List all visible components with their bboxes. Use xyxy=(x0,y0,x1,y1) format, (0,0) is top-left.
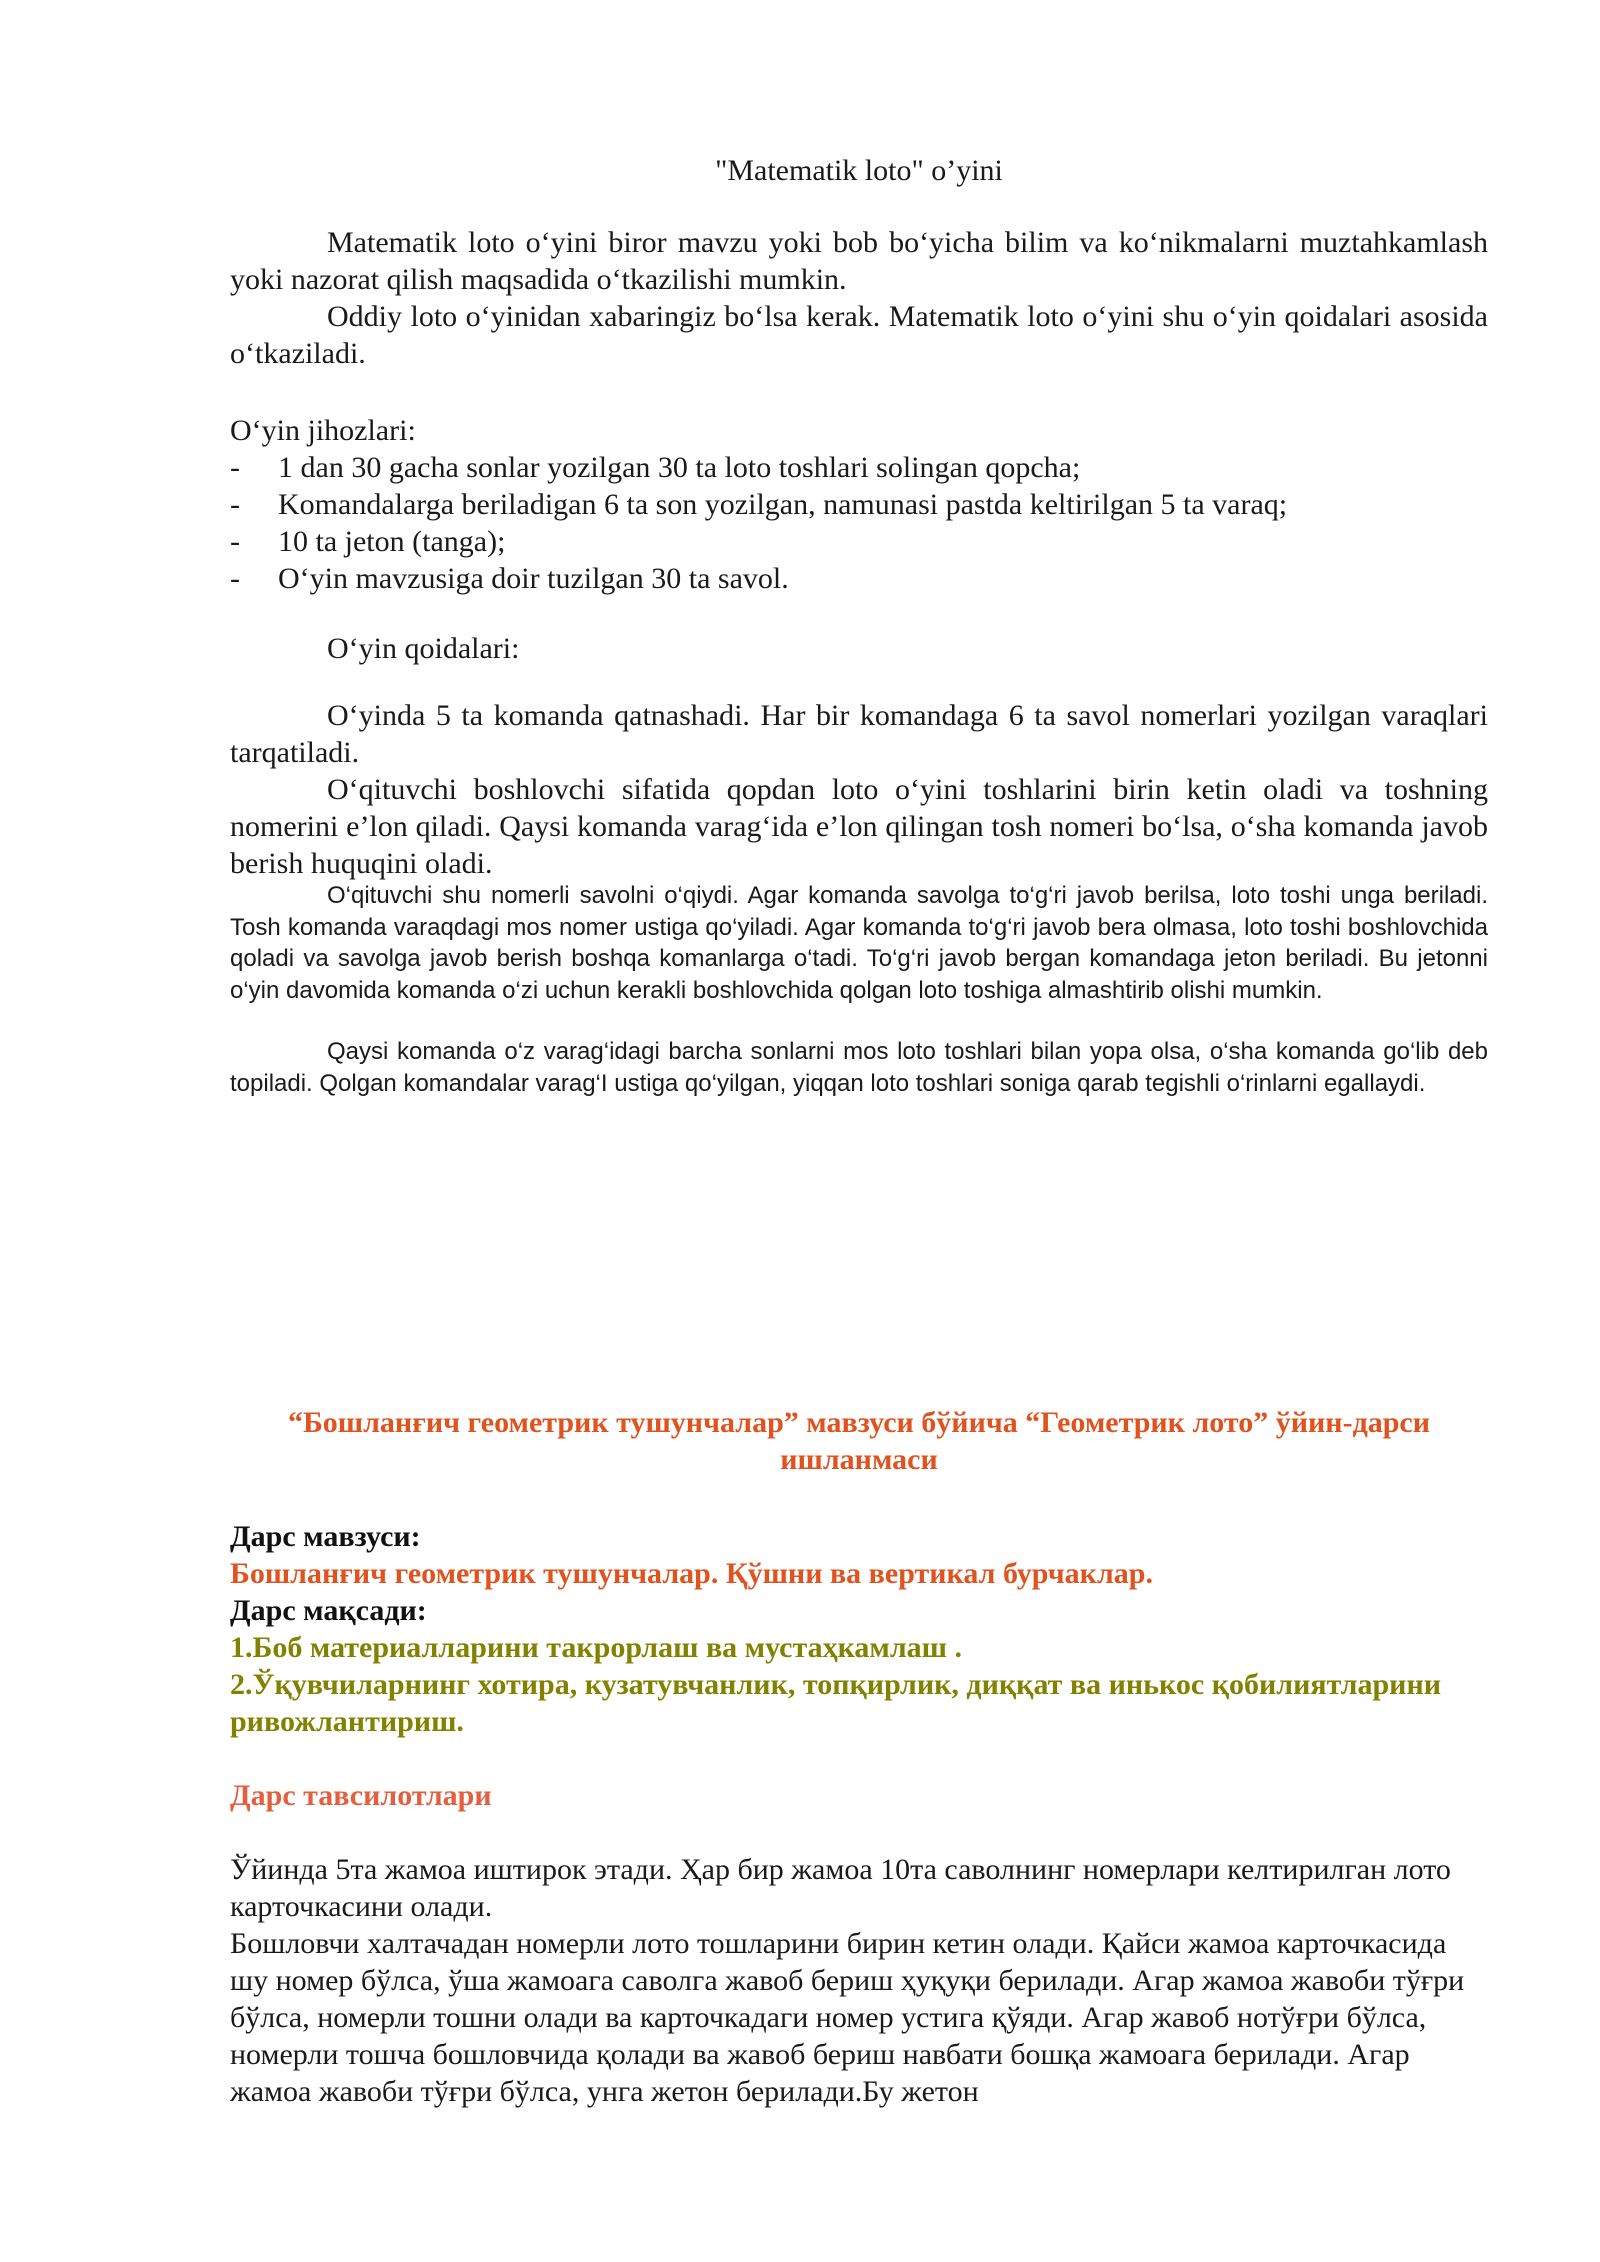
rule-paragraph: O‘yinda 5 ta komanda qatnashadi. Har bir komandaga 6 ta savol nomerlari yozilgan varaqlari tarqatiladi. xyxy=(230,699,1488,769)
lesson-topic: Бошланғич геометрик тушунчалар. Қўшни ва вертикал бурчаклар. xyxy=(230,1557,1153,1590)
list-dash: - xyxy=(230,451,240,484)
equipment-item xyxy=(230,486,1488,523)
lesson-goal: 1.Боб материалларини такрорлаш ва мустаҳкамлаш . xyxy=(230,1631,962,1664)
rules-heading: O‘yin qoidalari: xyxy=(327,632,520,665)
list-dash: - xyxy=(230,525,240,558)
rule-paragraph: Qaysi komanda o‘z varag‘idagi barcha sonlarni mos loto toshlari bilan yopa olsa, o‘sha komanda go‘lib deb topiladi. Qolgan komandalar varag‘I ustiga qo‘yilgan, yiqqan loto toshlari soniga qarab tegishli o‘rinlarni egallaydi. xyxy=(230,1038,1488,1097)
equipment-item-text: Komandalarga beriladigan 6 ta son yozilgan, namunasi pastda keltirilgan 5 ta varaq; xyxy=(278,488,1288,521)
equipment-item-text: 10 ta jeton (tanga); xyxy=(278,525,506,558)
lesson-topic-label: Дарс мавзуси: xyxy=(230,1520,421,1553)
equipment-list xyxy=(230,449,1488,597)
equipment-item xyxy=(230,449,1488,486)
lesson-body-paragraph: Бошловчи халтачадан номерли лото тошларини бирин кетин олади. Қайси жамоа карточкасида шу номер бўлса, ўша жамоага саволга жавоб бериш ҳуқуқи берилади. Агар жамоа жавоби тўғри бўлса, номерли тошни олади ва карточкадаги номер устига қўяди. Агар жавоб нотўғри бўлса, номерли тошча бошловчида қолади ва жавоб бериш навбати бошқа жамоага берилади. Агар жамоа жавоби тўғри бўлса, унга жетон берилади.Бу жетон xyxy=(230,1927,1465,2108)
lesson-goal-label: Дарс мақсади: xyxy=(230,1594,427,1627)
intro-paragraph: Oddiy loto o‘yinidan xabaringiz bo‘lsa kerak. Matematik loto o‘yini shu o‘yin qoidalari asosida o‘tkaziladi. xyxy=(230,300,1488,370)
lesson-tools-label: Дарс тавсилотлари xyxy=(230,1779,492,1812)
equipment-item-text: O‘yin mavzusiga doir tuzilgan 30 ta savol. xyxy=(278,562,789,595)
equipment-item-text: 1 dan 30 gacha sonlar yozilgan 30 ta loto toshlari solingan qopcha; xyxy=(278,451,1081,484)
equipment-item xyxy=(230,560,1488,597)
equipment-heading: O‘yin jihozlari: xyxy=(230,414,416,447)
equipment-item xyxy=(230,523,1488,560)
intro-paragraph: Matematik loto o‘yini biror mavzu yoki bob bo‘yicha bilim va ko‘nikmalarni muztahkamlash yoki nazorat qilish maqsadida o‘tkazilishi mumkin. xyxy=(230,226,1488,296)
rule-paragraph: O‘qituvchi boshlovchi sifatida qopdan loto o‘yini toshlarini birin ketin oladi va toshning nomerini e’lon qiladi. Qaysi komanda varag‘ida e’lon qilingan tosh nomeri bo‘lsa, o‘sha komanda javob berish huquqini oladi. xyxy=(230,773,1488,880)
list-dash: - xyxy=(230,488,240,521)
document-title: "Matematik loto" o’yini xyxy=(715,154,1003,187)
list-dash: - xyxy=(230,562,240,595)
lesson-heading: “Бошланғич геометрик тушунчалар” мавзуси бўйича “Геометрик лото” ўйин-дарси ишланмаси xyxy=(287,1406,1431,1476)
lesson-body-paragraph: Ўйинда 5та жамоа иштирок этади. Ҳар бир жамоа 10та саволнинг номерлари келтирилган лото карточкасини олади. xyxy=(230,1853,1451,1923)
lesson-goal: 2.Ўқувчиларнинг хотира, кузатувчанлик, топқирлик, диққат ва инькос қобилиятларини ривожлантириш. xyxy=(230,1668,1442,1738)
rule-paragraph: O‘qituvchi shu nomerli savolni o‘qiydi. Agar komanda savolga to‘g‘ri javob berilsa, loto toshi unga beriladi. Tosh komanda varaqdagi mos nomer ustiga qo‘yiladi. Agar komanda to‘g‘ri javob bera olmasa, loto toshi boshlovchida qoladi va savolga javob berish boshqa komanlarga o‘tadi. To‘g‘ri javob bergan komandaga jeton beriladi. Bu jetonni o‘yin davomida komanda o‘zi uchun kerakli boshlovchida qolgan loto toshiga almashtirib olishi mumkin. xyxy=(230,882,1488,1004)
